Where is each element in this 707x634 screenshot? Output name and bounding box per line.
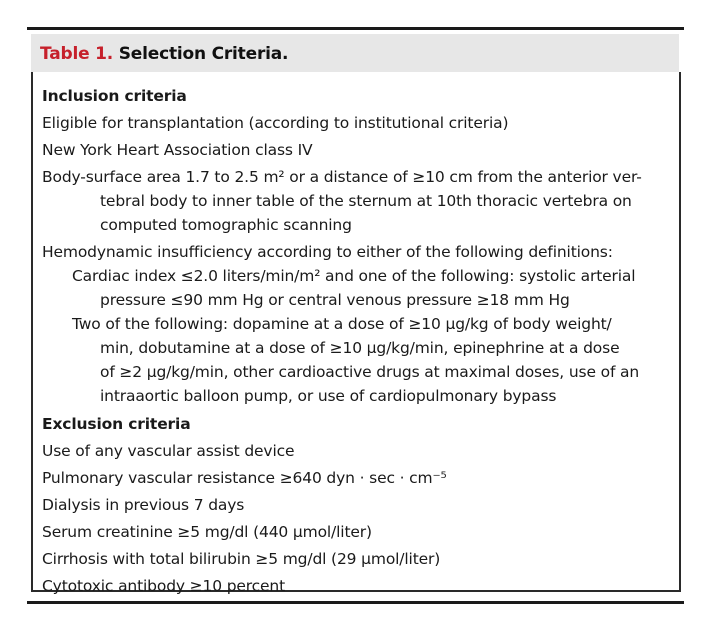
two-following-line-1: Two of the following: dopamine at a dose of ≥10 μg/kg of body weight/ [72,315,612,333]
body-surface-line-3: computed tomographic scanning [100,216,352,234]
hemodynamic-line-1: Hemodynamic insufficiency according to either of the following definitions: [42,243,613,261]
cardiac-index-line-2: pressure ≤90 mm Hg or central venous pressure ≥18 mm Hg [100,291,570,309]
exclusion-item-vascular-assist: Use of any vascular assist device [42,442,295,460]
table-content [42,84,672,598]
exclusion-item-cirrhosis: Cirrhosis with total bilirubin ≥5 mg/dl (29 μmol/liter) [42,550,441,568]
hemodynamic-sub-cardiac-index [72,264,672,312]
inclusion-item-eligible: Eligible for transplantation (according to institutional criteria) [42,114,509,132]
two-following-line-2: min, dobutamine at a dose of ≥10 μg/kg/min, epinephrine at a dose [100,339,620,357]
table-title [40,44,288,64]
two-following-line-3: of ≥2 μg/kg/min, other cardioactive drugs at maximal doses, use of an [100,363,640,381]
inclusion-item-body-surface [42,165,672,237]
body-surface-line-2: tebral body to inner table of the sternum at 10th thoracic vertebra on [100,192,632,210]
hemodynamic-sub-two-of-following [72,312,672,408]
cardiac-index-line-1: Cardiac index ≤2.0 liters/min/m² and one of the following: systolic arterial [72,267,636,285]
inclusion-item-hemodynamic [42,240,672,408]
body-surface-line-1: Body-surface area 1.7 to 2.5 m² or a distance of ≥10 cm from the anterior ver- [42,168,642,186]
inclusion-item-nyha: New York Heart Association class IV [42,141,313,159]
bottom-rule [27,601,684,604]
exclusion-item-cytotoxic-antibody: Cytotoxic antibody ≥10 percent [42,577,286,595]
exclusion-item-pulmonary-resistance: Pulmonary vascular resistance ≥640 dyn · sec · cm⁻⁵ [42,469,447,487]
top-rule [27,27,684,30]
table-label: Table 1. [40,44,114,64]
exclusion-item-creatinine: Serum creatinine ≥5 mg/dl (440 μmol/liter) [42,523,372,541]
inclusion-heading: Inclusion criteria [42,87,187,105]
exclusion-heading: Exclusion criteria [42,415,191,433]
exclusion-item-dialysis: Dialysis in previous 7 days [42,496,245,514]
two-following-line-4: intraaortic balloon pump, or use of cardiopulmonary bypass [100,387,557,405]
table-title-text: Selection Criteria. [118,44,289,64]
